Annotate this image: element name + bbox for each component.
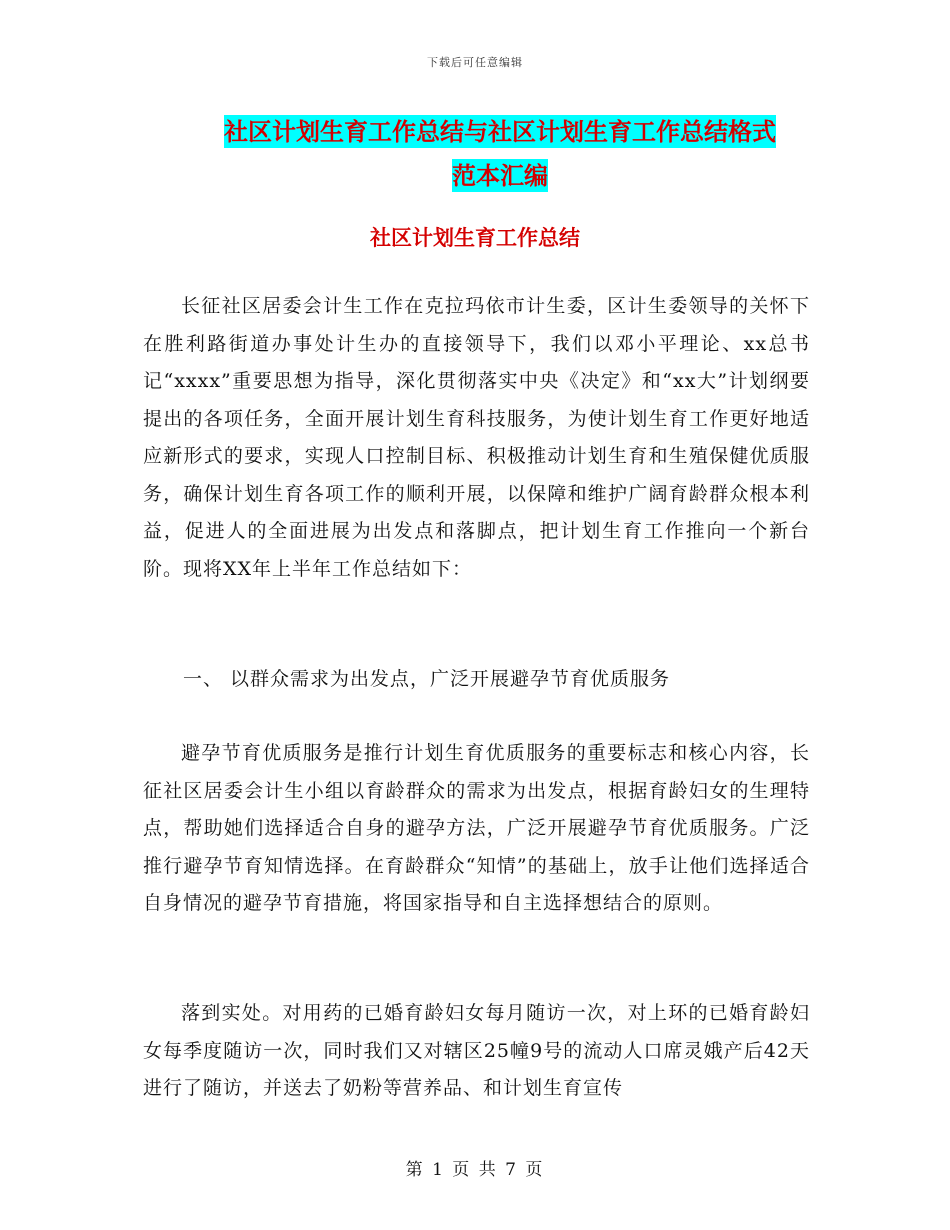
section-title: 社区计划生育工作总结 [370, 225, 580, 250]
paragraph-2: 避孕节育优质服务是推行计划生育优质服务的重要标志和核心内容，长征社区居委会计生小组以育龄群众的需求为出发点，根据育龄妇女的生理特点，帮助她们选择适合自身的避孕方法，广泛开展避孕节育优质服务。广泛推行避孕节育知情选择。在育龄群众“知情”的基础上，放手让他们选择适合自身情况的避孕节育措施，将国家指导和自主选择想结合的原则。 [143, 742, 810, 914]
main-title-line-1: 社区计划生育工作总结与社区计划生育工作总结格式 [224, 117, 776, 146]
header-note: 下载后可任意编辑 [427, 56, 523, 69]
document-main-title [120, 110, 880, 198]
main-title-line-2: 范本汇编 [452, 161, 548, 190]
paragraph-intro: 长征社区居委会计生工作在克拉玛依市计生委，区计生委领导的关怀下在胜利路街道办事处计生办的直接领导下，我们以邓小平理论、xx总书记“xxxx”重要思想为指导，深化贯彻落实中央《决定》和“xx大”计划纲要提出的各项任务，全面开展计划生育科技服务，为使计划生育工作更好地适应新形式的要求，实现人口控制目标、积极推动计划生育和生殖保健优质服务，确保计划生育各项工作的顺利开展，以保障和维护广阔育龄群众根本利益，促进人的全面进展为出发点和落脚点，把计划生育工作推向一个新台阶。现将XX年上半年工作总结如下： [143, 295, 810, 580]
page-footer: 第 1 页 共 7 页 [405, 1160, 545, 1180]
heading-1: 一、 以群众需求为出发点，广泛开展避孕节育优质服务 [183, 668, 671, 690]
paragraph-3: 落到实处。对用药的已婚育龄妇女每月随访一次，对上环的已婚育龄妇女每季度随访一次，同时我们又对辖区25幢9号的流动人口席灵娥产后42天进行了随访，并送去了奶粉等营养品、和计划生育宣传 [143, 1002, 810, 1099]
